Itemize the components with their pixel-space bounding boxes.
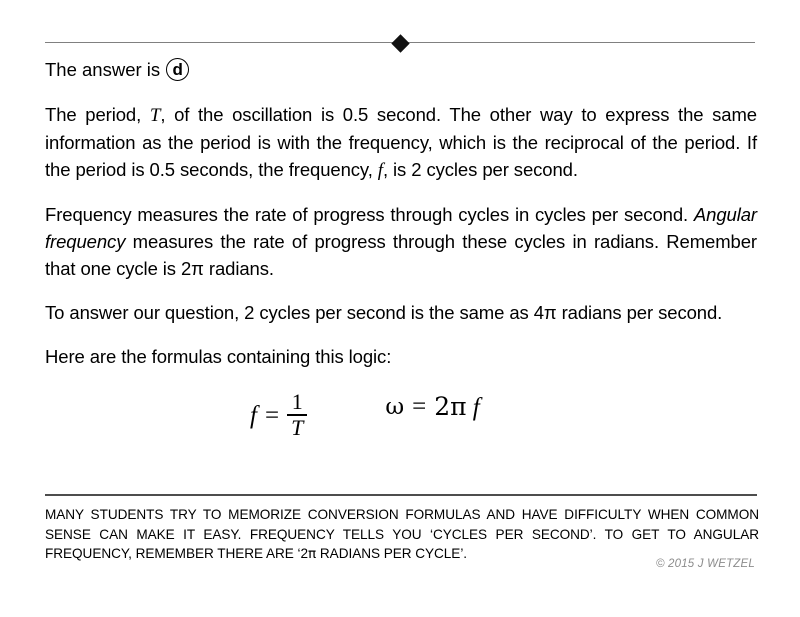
formula1-fraction <box>287 391 307 439</box>
p2-text-part1: Frequency measures the rate of progress through cycles in cycles per second. <box>45 204 694 225</box>
formula1-numerator: 1 <box>291 389 303 414</box>
footer-note-part2: RADIANS PER CYCLE’. <box>316 546 468 561</box>
p2-italic-term: Angular frequency <box>45 204 757 252</box>
p1-text-part3: , is 2 cycles per second. <box>382 159 578 180</box>
diamond-ornament-icon <box>391 34 409 52</box>
answer-line <box>45 56 757 83</box>
formula1-equals: = <box>264 402 280 430</box>
formula2-pi-symbol: π <box>450 392 467 421</box>
formula-row <box>45 389 757 441</box>
answer-choice-badge: d <box>166 58 189 81</box>
formula2-variable-f: f <box>472 394 480 421</box>
formula2-rhs <box>434 392 480 422</box>
formula-frequency <box>250 389 307 441</box>
bottom-divider-line <box>45 494 757 496</box>
footer-note-part1: MANY STUDENTS TRY TO MEMORIZE CONVERSION FORMULAS AND HAVE DIFFICULTY WHEN COMMON SENSE CAN MAKE IT EASY. FREQUENCY TELLS YOU ‘CYCLES PER SECOND’. TO GET TO ANGULAR FREQUENCY, REMEMBER THERE ARE ‘2 <box>45 507 759 561</box>
copyright-text: © 2015 J WETZEL <box>655 558 755 570</box>
formula-angular-frequency <box>385 392 479 422</box>
formula2-equals: = <box>412 393 427 420</box>
formula2-lhs-omega: ω <box>385 394 405 420</box>
formula1-denominator: T <box>291 415 304 441</box>
paragraph-formulas-intro: Here are the formulas containing this logic: <box>45 346 392 367</box>
p2-text-part2: measures the rate of progress through these cycles in radians. Remember that one cycle is 2π radians. <box>45 231 757 279</box>
slide-body <box>45 56 757 440</box>
top-divider <box>45 42 755 44</box>
formula1-lhs: f <box>250 402 257 430</box>
footer-tip-note <box>45 505 759 565</box>
paragraph-answer-conversion: To answer our question, 2 cycles per second is the same as 4π radians per second. <box>45 302 723 323</box>
p1-variable-f: f <box>377 160 383 181</box>
paragraph-angular-frequency <box>45 201 757 282</box>
paragraph-period-frequency <box>45 101 757 184</box>
answer-lead-text: The answer is <box>45 59 161 80</box>
p1-variable-T: T <box>149 105 161 126</box>
footer-pi-symbol: π <box>308 546 317 562</box>
p1-text-part1: The period, <box>45 104 150 125</box>
p1-text-part2: , of the oscillation is 0.5 second. The other way to express the same information as the period is with the frequency, which is the reciprocal of the period. If the period is 0.5 seconds, the frequency, <box>45 104 757 180</box>
formula2-coefficient: 2 <box>434 392 451 421</box>
